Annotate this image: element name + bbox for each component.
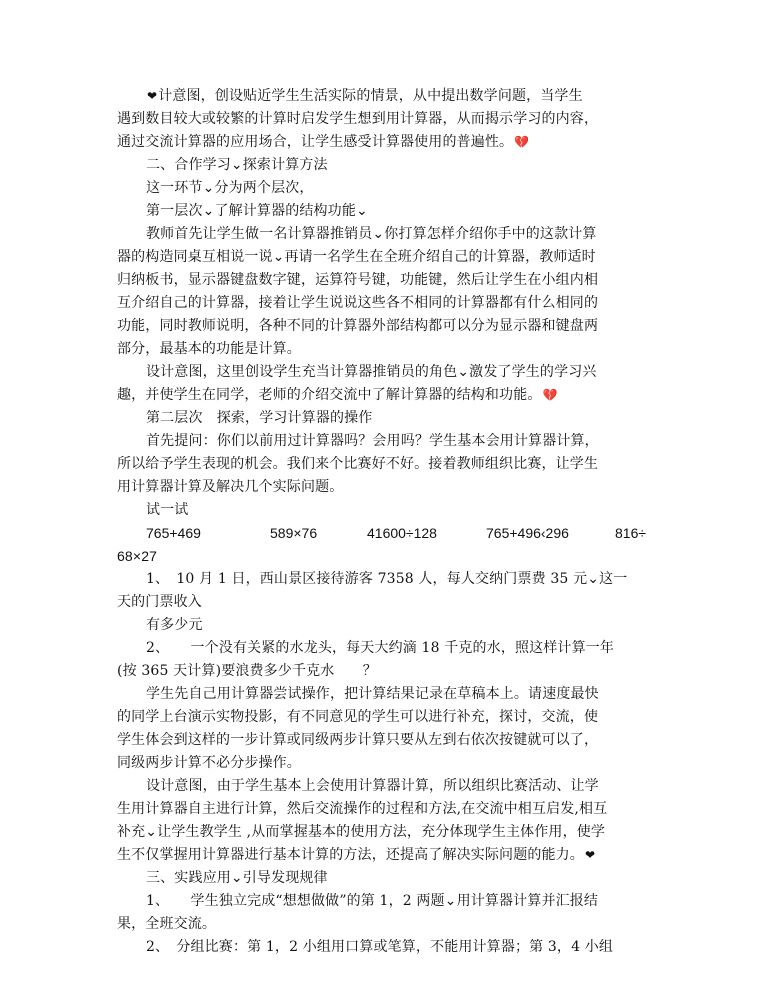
paragraph-line: 用计算器计算及解决几个实际问题。 — [117, 479, 344, 495]
section-heading: 三、实践应用⌄引导发现规律 — [146, 870, 328, 886]
paragraph-line: 补充⌄让学生教学生 ,从而掌握基本的使用方法，充分体现学生主体作用，使学 — [117, 824, 606, 840]
paragraph-line: 生用计算器自主进行计算，然后交流操作的过程和方法,在交流中相互启发,相互 — [117, 801, 608, 817]
subheading: 第二层次 探索，学习计算器的操作 — [146, 410, 373, 426]
paragraph-line: 的同学上台演示实物投影，有不同意见的学生可以进行补充，探讨，交流，使 — [117, 709, 599, 725]
paragraph-line: 设计意图，这里创设学生充当计算器推销员的角色⌄激发了学生的学习兴 — [146, 364, 597, 380]
paragraph-line: ❤计意图，创设贴近学生生活实际的情景，从中提出数学问题，当学生 — [146, 85, 691, 107]
question-line: 1、 10 月 1 日，西山景区接待游客 7358 人，每人交纳门票费 35 元⌄这一 — [146, 571, 628, 587]
exercise-item: 41600÷128 — [367, 525, 437, 541]
paragraph-line: 首先提问：你们以前用过计算器吗？会用吗？学生基本会用计算器计算， — [146, 433, 599, 449]
exercise-item: 816÷ — [615, 525, 647, 541]
subheading: 试一试 — [146, 502, 189, 518]
paragraph-line: 教师首先让学生做一名计算器推销员⌄你打算怎样介绍你手中的这款计算 — [146, 226, 597, 242]
paragraph-line: 这一环节⌄分为两个层次， — [146, 180, 314, 196]
paragraph-line: 1、 学生独立完成“想想做做”的第 1，2 两题⌄用计算器计算并汇报结 — [146, 893, 599, 909]
paragraph-line: 学生体会到这样的一步计算或同级两步计算只要从左到右依次按键就可以了， — [117, 732, 599, 748]
question-line: 2、 一个没有关紧的水龙头，每天大约滴 18 千克的水，照这样计算一年 — [146, 640, 615, 656]
subheading: 第一层次⌄了解计算器的结构功能⌄ — [146, 203, 368, 219]
exercise-item: 765+496‹296 — [486, 525, 569, 541]
paragraph-line: 设计意图，由于学生基本上会使用计算器计算，所以组织比赛活动、让学 — [146, 778, 599, 794]
paragraph-line: 遇到数目较大或较繁的计算时启发学生想到用计算器，从而揭示学习的内容， — [117, 111, 599, 127]
heart-icon: ❤ — [584, 848, 596, 862]
paragraph-line: 部分，最基本的功能是计算。 — [117, 341, 301, 357]
paragraph-line: 学生先自己用计算器尝试操作，把计算结果记录在草稿本上。请速度最快 — [146, 686, 599, 702]
paragraph-line: 同级两步计算不必分步操作。 — [117, 755, 301, 771]
paragraph-line: 归纳板书，显示器键盘数字键，运算符号键，功能键，然后让学生在小组内相 — [117, 272, 599, 288]
paragraph-line: 互介绍自己的计算器，接着让学生说说这些各不相同的计算器都有什么相同的 — [117, 295, 599, 311]
paragraph-line: 器的构造同桌互相说一说⌄再请一名学生在全班介绍自己的计算器，教师适时 — [117, 249, 596, 265]
section-heading: 二、合作学习⌄探索计算方法 — [146, 157, 328, 173]
paragraph-line: 趣，并使学生在同学，老师的介绍交流中了解计算器的结构和功能。💔 — [117, 384, 662, 406]
paragraph-line: 2、 分组比赛：第 1，2 小组用口算或笔算，不能用计算器；第 3，4 小组 — [146, 939, 614, 955]
paragraph-line: 果，全班交流。 — [117, 916, 217, 932]
exercise-item: 589×76 — [270, 525, 318, 541]
exercise-continuation: 68×27 — [117, 548, 158, 564]
exercise-item: 765+469 — [146, 525, 201, 541]
broken-heart-icon: 💔 — [542, 388, 558, 402]
paragraph-line: 生不仅掌握用计算器进行基本计算的方法，还提高了解决实际问题的能力。❤ — [117, 844, 662, 866]
broken-heart-icon: 💔 — [514, 135, 530, 149]
question-line: (按 365 天计算)要浪费多少千克水 ？ — [117, 663, 377, 679]
paragraph-line: 所以给予学生表现的机会。我们来个比赛好不好。接着教师组织比赛，让学生 — [117, 456, 599, 472]
question-line: 有多少元 — [146, 617, 203, 633]
paragraph-line: 通过交流计算器的应用场合，让学生感受计算器使用的普遍性。💔 — [117, 131, 662, 153]
heart-icon: ❤ — [147, 89, 158, 103]
question-line: 天的门票收入 — [117, 594, 202, 610]
paragraph-line: 功能，同时教师说明，各种不同的计算器外部结构都可以分为显示器和键盘两 — [117, 318, 599, 334]
